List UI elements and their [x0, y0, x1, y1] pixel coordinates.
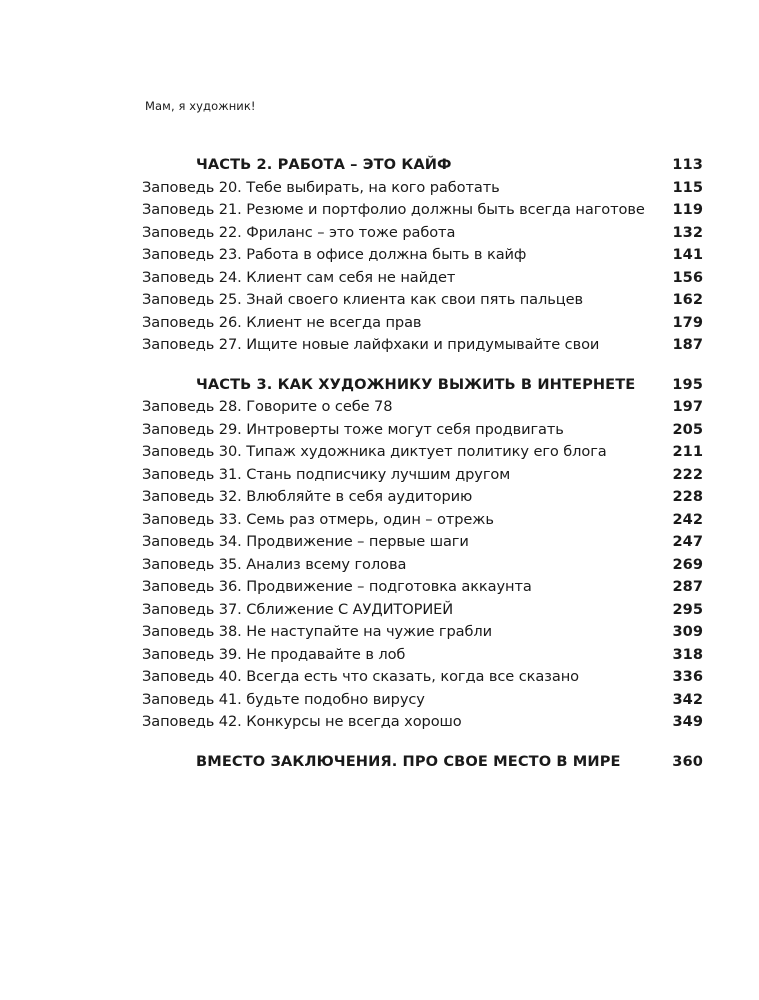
toc-entry[interactable]: [142, 177, 703, 200]
toc-entry-title: Заповедь 28. Говорите о себе 78: [142, 398, 393, 415]
toc-entry[interactable]: [142, 312, 703, 335]
toc-entry[interactable]: [142, 419, 703, 442]
toc-page-number: 141: [672, 246, 703, 263]
running-head: Мам, я художник!: [145, 99, 256, 113]
toc-entry[interactable]: [142, 289, 703, 312]
toc-page-number: 242: [672, 510, 703, 528]
toc-page-number: 336: [672, 668, 703, 685]
toc-entry-title: Заповедь 21. Резюме и портфолио должны быть всегда наготове: [142, 201, 645, 218]
table-of-contents: [142, 154, 703, 790]
toc-page-number: 205: [672, 420, 703, 438]
toc-part-heading[interactable]: [142, 374, 703, 397]
toc-page-number: 295: [672, 600, 703, 618]
toc-entry[interactable]: [142, 222, 703, 245]
toc-entry[interactable]: [142, 267, 703, 290]
toc-entry[interactable]: [142, 599, 703, 622]
toc-part-title: ЧАСТЬ 3. КАК ХУДОЖНИКУ ВЫЖИТЬ В ИНТЕРНЕТЕ: [196, 375, 636, 393]
toc-entry-title: Заповедь 35. Анализ всему голова: [142, 555, 407, 573]
toc-entry[interactable]: [142, 531, 703, 554]
toc-part-heading[interactable]: [142, 751, 703, 774]
toc-page-number: 156: [672, 268, 703, 286]
toc-page-number: 247: [672, 533, 703, 550]
toc-page-number: 119: [672, 201, 703, 218]
toc-entry-title: Заповедь 37. Сближение С АУДИТОРИЕЙ: [142, 600, 454, 618]
toc-entry[interactable]: [142, 644, 703, 667]
toc-entry-title: Заповедь 26. Клиент не всегда прав: [142, 313, 422, 331]
toc-entry[interactable]: [142, 199, 703, 222]
toc-entry[interactable]: [142, 244, 703, 267]
toc-entry-title: Заповедь 39. Не продавайте в лоб: [142, 645, 406, 663]
toc-entry-title: Заповедь 32. Влюбляйте в себя аудиторию: [142, 488, 473, 505]
toc-entry[interactable]: [142, 621, 703, 644]
toc-entry-title: Заповедь 29. Интроверты тоже могут себя продвигать: [142, 420, 564, 438]
toc-entry-title: Заповедь 22. Фриланс – это тоже работа: [142, 223, 456, 241]
toc-entry[interactable]: [142, 486, 703, 509]
toc-entry[interactable]: [142, 689, 703, 712]
toc-entry-title: Заповедь 27. Ищите новые лайфхаки и придумывайте свои: [142, 336, 600, 353]
toc-entry-title: Заповедь 38. Не наступайте на чужие грабли: [142, 623, 492, 640]
toc-page-number: 342: [672, 690, 703, 708]
toc-entry-title: Заповедь 24. Клиент сам себя не найдет: [142, 268, 456, 286]
toc-part-title: ВМЕСТО ЗАКЛЮЧЕНИЯ. ПРО СВОЕ МЕСТО В МИРЕ: [196, 752, 621, 770]
toc-page-number: 228: [672, 488, 703, 505]
toc-entry[interactable]: [142, 396, 703, 419]
toc-page-number: 187: [672, 336, 703, 353]
toc-entry[interactable]: [142, 464, 703, 487]
toc-page-number: 318: [672, 645, 703, 663]
toc-entry[interactable]: [142, 554, 703, 577]
toc-entry[interactable]: [142, 441, 703, 464]
toc-page-number: 197: [672, 398, 703, 415]
toc-page-number: 113: [672, 156, 703, 173]
toc-page-number: 211: [672, 443, 703, 460]
toc-entry-title: Заповедь 34. Продвижение – первые шаги: [142, 533, 469, 550]
toc-page-number: 269: [672, 555, 703, 573]
toc-entry-title: Заповедь 20. Тебе выбирать, на кого работать: [142, 178, 500, 196]
toc-page-number: 195: [672, 375, 703, 393]
toc-page-number: 309: [672, 623, 703, 640]
toc-entry[interactable]: [142, 509, 703, 532]
toc-entry-title: Заповедь 23. Работа в офисе должна быть в кайф: [142, 246, 527, 263]
toc-page-number: 132: [672, 223, 703, 241]
toc-entry-title: Заповедь 31. Стань подписчику лучшим другом: [142, 465, 511, 483]
toc-entry-title: Заповедь 41. будьте подобно вирусу: [142, 690, 425, 708]
toc-page-number: 349: [672, 713, 703, 730]
toc-section: [142, 154, 703, 357]
toc-section: [142, 374, 703, 734]
toc-entry[interactable]: [142, 666, 703, 689]
toc-page-number: 222: [672, 465, 703, 483]
toc-entry-title: Заповедь 40. Всегда есть что сказать, когда все сказано: [142, 668, 579, 685]
toc-entry-title: Заповедь 42. Конкурсы не всегда хорошо: [142, 713, 462, 730]
toc-part-title: ЧАСТЬ 2. РАБОТА – ЭТО КАЙФ: [196, 156, 452, 173]
toc-section: [142, 751, 703, 774]
toc-entry[interactable]: [142, 711, 703, 734]
toc-page-number: 115: [672, 178, 703, 196]
toc-page-number: 360: [672, 752, 703, 770]
toc-entry-title: Заповедь 25. Знай своего клиента как свои пять пальцев: [142, 291, 583, 308]
toc-page-number: 162: [672, 291, 703, 308]
toc-part-heading[interactable]: [142, 154, 703, 177]
toc-page-number: 287: [672, 578, 703, 595]
toc-entry-title: Заповедь 33. Семь раз отмерь, один – отрежь: [142, 510, 494, 528]
toc-entry-title: Заповедь 36. Продвижение – подготовка аккаунта: [142, 578, 532, 595]
toc-entry-title: Заповедь 30. Типаж художника диктует политику его блога: [142, 443, 607, 460]
toc-entry[interactable]: [142, 334, 703, 357]
toc-entry[interactable]: [142, 576, 703, 599]
toc-page-number: 179: [672, 313, 703, 331]
